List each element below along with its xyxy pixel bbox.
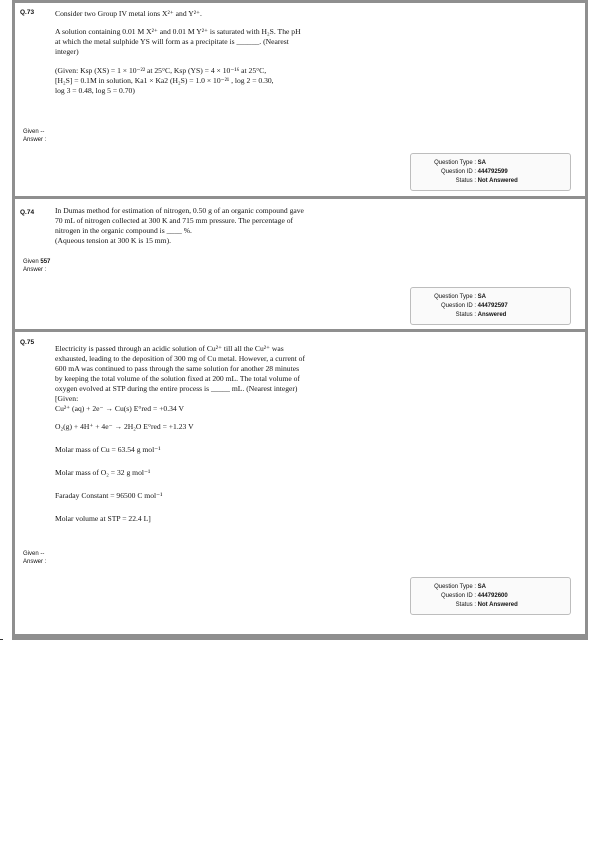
status-label: Status : [455, 178, 476, 184]
question-panel-73 [15, 3, 585, 196]
body-line: 70 mL of nitrogen collected at 300 K and 715 mm pressure. The percentage of [55, 216, 294, 225]
id-label: Question ID : [440, 303, 476, 309]
body-line: integer) [55, 47, 79, 56]
equation-list [55, 404, 375, 528]
equation-line: Cu²⁺ (aq) + 2e⁻ → Cu(s) E°red = +0.34 V [55, 404, 184, 413]
status-value: Not Answered [477, 602, 518, 608]
question-number: Q.75 [20, 339, 35, 346]
equation-line: Molar volume at STP = 22.4 L] [55, 514, 151, 523]
question-body [55, 206, 375, 246]
id-value: 444792599 [477, 169, 508, 175]
given-answer [23, 128, 46, 144]
question-text [55, 206, 375, 251]
question-body [55, 344, 375, 404]
body-line: Electricity is passed through an acidic solution of Cu²⁺ till all the Cu²⁺ was [55, 344, 284, 353]
body-line: exhausted, leading to the deposition of 300 mg of Cu metal. However, a current of [55, 354, 306, 363]
body-line: A solution containing 0.01 M X²⁺ and 0.01 M Y²⁺ is saturated with H₂S. The pH [55, 27, 301, 36]
status-label: Status : [455, 312, 476, 318]
body-line: by keeping the total volume of the solution fixed at 200 mL. The total volume of [55, 374, 300, 383]
question-text [55, 344, 375, 528]
body-line: nitrogen in the organic compound is ____ %. [55, 226, 192, 235]
question-given-data [55, 66, 375, 96]
body-line: oxygen evolved at STP during the entire process is _____ mL. (Nearest integer) [55, 384, 298, 393]
equation-line: Molar mass of Cu = 63.54 g mol⁻¹ [55, 445, 161, 454]
id-label: Question ID : [440, 593, 476, 599]
question-body [55, 27, 375, 57]
given-line: (Given: Ksp (XS) = 1 × 10⁻²² at 25°C, Ksp (YS) = 4 × 10⁻¹⁶ at 25°C, [55, 66, 267, 75]
given-line: log 3 = 0.48, log 5 = 0.70) [55, 86, 135, 95]
question-paper-frame [12, 0, 588, 640]
given-label: Given [23, 259, 39, 265]
type-label: Question Type : [434, 584, 476, 590]
given-answer [23, 258, 50, 274]
answer-label: Answer : [23, 559, 47, 565]
status-value: Not Answered [477, 178, 518, 184]
status-value: Answered [477, 312, 507, 318]
question-text [55, 9, 375, 101]
given-line: [H₂S] = 0.1M in solution, Ka1 × Ka2 (H₂S) = 1.0 × 10⁻²¹ , log 2 = 0.30, [55, 76, 274, 85]
type-value: SA [477, 160, 487, 166]
equation-line: Faraday Constant = 96500 C mol⁻¹ [55, 491, 163, 500]
type-value: SA [477, 584, 487, 590]
body-line: 600 mA was continued to pass through the same solution for another 28 minutes [55, 364, 300, 373]
id-value: 444792597 [477, 303, 508, 309]
type-value: SA [477, 294, 487, 300]
question-number: Q.74 [20, 209, 35, 216]
status-label: Status : [455, 602, 476, 608]
type-label: Question Type : [434, 160, 476, 166]
body-line: (Aqueous tension at 300 K is 15 mm). [55, 236, 172, 245]
body-line: at which the metal sulphide YS will form as a precipitate is ______. (Nearest [55, 37, 289, 46]
body-line: [Given: [55, 394, 79, 403]
given-answer [23, 550, 46, 566]
equation-line: Molar mass of O₂ = 32 g mol⁻¹ [55, 468, 151, 477]
id-label: Question ID : [440, 169, 476, 175]
given-label: Given -- [23, 551, 45, 557]
page-edge-mark [0, 639, 3, 640]
question-panel-74 [15, 199, 585, 329]
body-line: In Dumas method for estimation of nitrogen, 0.50 g of an organic compound gave [55, 206, 304, 215]
question-info-box [410, 577, 571, 615]
given-label: Given -- [23, 129, 45, 135]
question-number: Q.73 [20, 9, 35, 16]
equation-line: O₂(g) + 4H⁺ + 4e⁻ → 2H₂O E°red = +1.23 V [55, 422, 194, 431]
question-panel-75 [15, 332, 585, 634]
type-label: Question Type : [434, 294, 476, 300]
question-info-box [410, 287, 571, 325]
answer-label: Answer : [23, 267, 47, 273]
question-intro: Consider two Group IV metal ions X²⁺ and Y²⁺. [55, 9, 202, 18]
answer-label: Answer : [23, 137, 47, 143]
id-value: 444792600 [477, 593, 508, 599]
given-value: 557 [40, 259, 51, 265]
question-info-box [410, 153, 571, 191]
